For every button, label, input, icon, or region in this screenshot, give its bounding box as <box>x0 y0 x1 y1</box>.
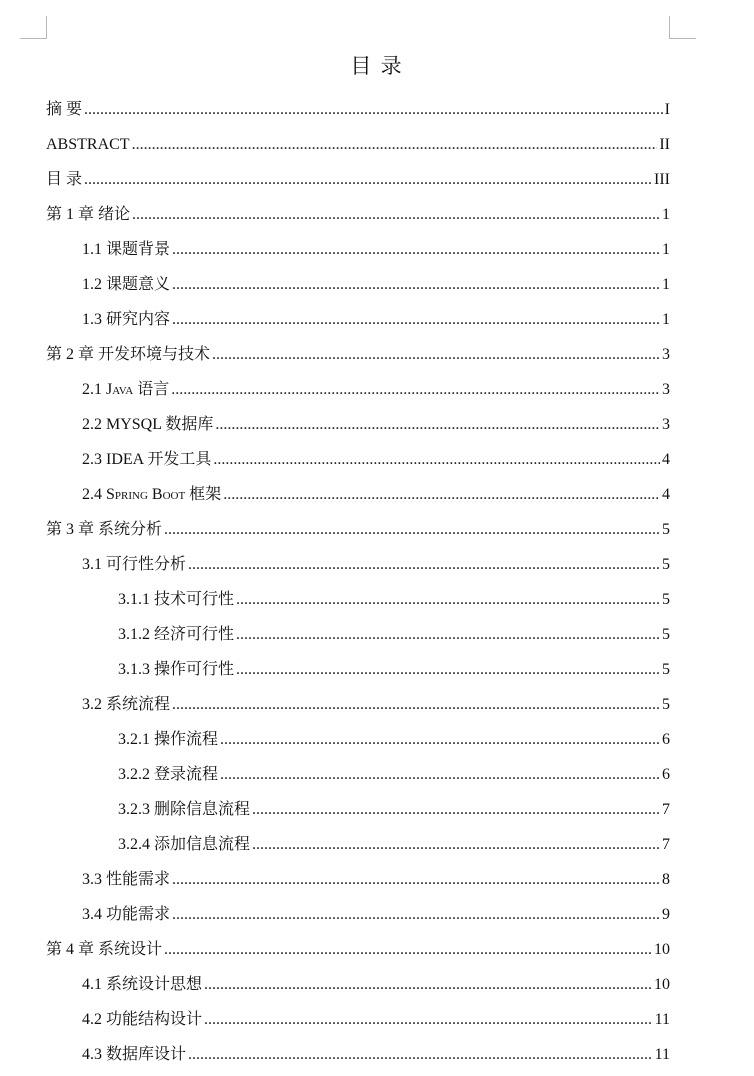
toc-entry[interactable] <box>46 932 670 967</box>
toc-entry[interactable] <box>46 267 670 302</box>
toc-entry[interactable] <box>46 897 670 932</box>
toc-entry-page: 6 <box>662 731 670 748</box>
toc-leader-dots <box>84 92 663 127</box>
toc-entry-page: 3 <box>662 381 670 398</box>
toc-leader-dots <box>236 582 660 617</box>
toc-entry[interactable] <box>46 477 670 512</box>
toc-entry-label: 3.2.2 登录流程 <box>118 766 219 783</box>
toc-entry[interactable] <box>46 302 670 337</box>
toc-entry-page: 5 <box>662 556 670 573</box>
toc-entry-label: 1.1 课题背景 <box>82 241 171 258</box>
toc-entry-label: 3.2.4 添加信息流程 <box>118 836 251 853</box>
toc-entry-page: 5 <box>662 521 670 538</box>
toc-leader-dots <box>188 547 660 582</box>
toc-entry-label: 1.3 研究内容 <box>82 311 171 328</box>
toc-leader-dots <box>204 967 652 1002</box>
toc-entry-page: 5 <box>662 661 670 678</box>
toc-entry-page: 3 <box>662 416 670 433</box>
table-of-contents <box>46 92 670 1072</box>
toc-entry-label: 3.1.2 经济可行性 <box>118 626 235 643</box>
toc-entry[interactable] <box>46 162 670 197</box>
toc-entry[interactable] <box>46 967 670 1002</box>
toc-leader-dots <box>223 477 660 512</box>
toc-entry-page: 1 <box>662 276 670 293</box>
toc-entry-label: 3.1.3 操作可行性 <box>118 661 235 678</box>
toc-leader-dots <box>172 302 660 337</box>
toc-leader-dots <box>171 372 660 407</box>
toc-entry[interactable] <box>46 652 670 687</box>
toc-leader-dots <box>172 687 660 722</box>
toc-leader-dots <box>172 267 660 302</box>
toc-leader-dots <box>164 932 652 967</box>
toc-entry-label: 3.2.1 操作流程 <box>118 731 219 748</box>
toc-entry[interactable] <box>46 722 670 757</box>
toc-entry-page: 11 <box>654 1011 670 1028</box>
toc-entry-label: 3.3 性能需求 <box>82 871 171 888</box>
toc-entry[interactable] <box>46 547 670 582</box>
toc-entry-page: 9 <box>662 906 670 923</box>
toc-entry-page: II <box>659 136 670 153</box>
toc-entry-page: 11 <box>654 1046 670 1063</box>
toc-entry-label: ABSTRACT <box>46 136 130 153</box>
toc-entry-page: 4 <box>662 451 670 468</box>
toc-leader-dots <box>132 197 660 232</box>
toc-entry[interactable] <box>46 792 670 827</box>
toc-leader-dots <box>132 127 658 162</box>
toc-leader-dots <box>204 1002 653 1037</box>
toc-entry[interactable] <box>46 1037 670 1072</box>
toc-entry[interactable] <box>46 862 670 897</box>
toc-entry-label: 3.2.3 删除信息流程 <box>118 801 251 818</box>
toc-title: 目 录 <box>350 54 404 78</box>
toc-entry[interactable] <box>46 582 670 617</box>
toc-entry-label: 4.1 系统设计思想 <box>82 976 203 993</box>
toc-entry-label: 3.1 可行性分析 <box>82 556 187 573</box>
toc-leader-dots <box>220 757 660 792</box>
toc-leader-dots <box>172 232 660 267</box>
page-corner-mark-top-left <box>20 16 47 39</box>
toc-entry[interactable] <box>46 407 670 442</box>
toc-entry[interactable] <box>46 757 670 792</box>
toc-entry[interactable] <box>46 232 670 267</box>
toc-entry-label: 2.2 MYSQL 数据库 <box>82 416 214 433</box>
toc-entry[interactable] <box>46 687 670 722</box>
page-corner-mark-top-right <box>669 16 696 39</box>
toc-entry[interactable] <box>46 442 670 477</box>
toc-leader-dots <box>236 617 660 652</box>
toc-entry-page: 5 <box>662 696 670 713</box>
toc-entry-page: 1 <box>662 206 670 223</box>
toc-entry-page: 7 <box>662 801 670 818</box>
toc-entry-page: 10 <box>654 941 670 958</box>
toc-entry-label: 3.4 功能需求 <box>82 906 171 923</box>
toc-entry-label: 目 录 <box>46 171 83 188</box>
toc-entry-page: 5 <box>662 591 670 608</box>
toc-leader-dots <box>84 162 652 197</box>
toc-entry-page: III <box>654 171 670 188</box>
toc-entry-label: 3.1.1 技术可行性 <box>118 591 235 608</box>
toc-entry-label: 第 4 章 系统设计 <box>46 941 163 958</box>
toc-leader-dots <box>164 512 660 547</box>
toc-entry-label: 2.4 Spring Boot 框架 <box>82 486 222 503</box>
toc-entry-label: 第 1 章 绪论 <box>46 206 131 223</box>
toc-leader-dots <box>172 897 660 932</box>
toc-entry[interactable] <box>46 197 670 232</box>
toc-entry-page: 1 <box>662 241 670 258</box>
toc-leader-dots <box>252 792 660 827</box>
toc-entry-label: 第 3 章 系统分析 <box>46 521 163 538</box>
toc-entry[interactable] <box>46 337 670 372</box>
toc-entry[interactable] <box>46 372 670 407</box>
toc-leader-dots <box>220 722 660 757</box>
toc-leader-dots <box>172 862 660 897</box>
toc-entry[interactable] <box>46 617 670 652</box>
toc-entry-page: 10 <box>654 976 670 993</box>
toc-leader-dots <box>236 652 660 687</box>
toc-entry-page: 6 <box>662 766 670 783</box>
toc-entry-page: 3 <box>662 346 670 363</box>
toc-entry-label: 4.3 数据库设计 <box>82 1046 187 1063</box>
toc-entry-label: 摘 要 <box>46 101 83 118</box>
toc-entry-label: 2.3 IDEA 开发工具 <box>82 451 212 468</box>
toc-entry[interactable] <box>46 1002 670 1037</box>
toc-entry-label: 2.1 Java 语言 <box>82 381 170 398</box>
toc-entry-page: 5 <box>662 626 670 643</box>
toc-entry-page: I <box>664 101 670 118</box>
toc-entry-label: 4.2 功能结构设计 <box>82 1011 203 1028</box>
toc-leader-dots <box>213 442 660 477</box>
toc-entry[interactable] <box>46 827 670 862</box>
toc-leader-dots <box>188 1037 653 1072</box>
toc-leader-dots <box>215 407 660 442</box>
toc-entry-label: 1.2 课题意义 <box>82 276 171 293</box>
toc-entry-page: 1 <box>662 311 670 328</box>
toc-entry-label: 3.2 系统流程 <box>82 696 171 713</box>
toc-entry-page: 4 <box>662 486 670 503</box>
toc-entry-page: 7 <box>662 836 670 853</box>
toc-leader-dots <box>252 827 660 862</box>
toc-entry[interactable] <box>46 127 670 162</box>
toc-entry-label: 第 2 章 开发环境与技术 <box>46 346 211 363</box>
toc-leader-dots <box>212 337 660 372</box>
toc-entry-page: 8 <box>662 871 670 888</box>
toc-entry[interactable] <box>46 512 670 547</box>
toc-entry[interactable] <box>46 92 670 127</box>
